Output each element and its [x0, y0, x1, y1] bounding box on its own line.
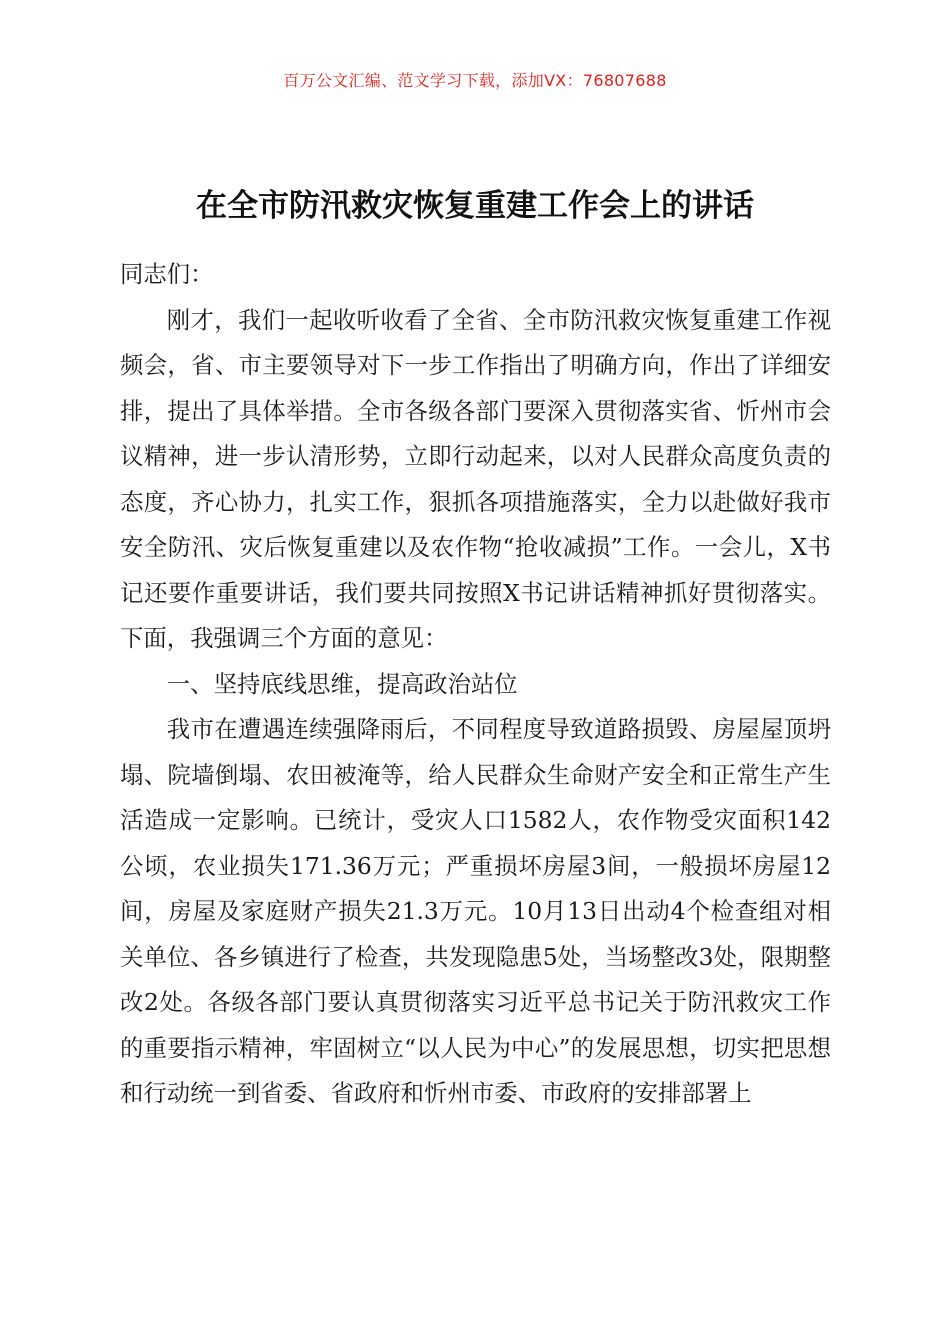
- paragraph-intro: 刚才，我们一起收听收看了全省、全市防汛救灾恢复重建工作视频会，省、市主要领导对下一步工作指出了明确方向，作出了详细安排，提出了具体举措。全市各级各部门要深入贯彻落实省、忻州市会议精神，进一步认清形势，立即行动起来，以对人民群众高度负责的态度，齐心协力，扎实工作，狠抓各项措施落实，全力以赴做好我市安全防汛、灾后恢复重建以及农作物“抢收减损”工作。一会儿，X书记还要作重要讲话，我们要共同按照X书记讲话精神抓好贯彻落实。下面，我强调三个方面的意见：: [120, 305, 831, 652]
- section-heading-1: 一、坚持底线思维，提高政治站位: [166, 669, 518, 698]
- header-watermark-note: 百万公文汇编、范文学习下载，添加VX：76807688: [283, 71, 667, 90]
- document-body: [120, 252, 831, 1117]
- paragraph-section-1: 我市在遭遇连续强降雨后，不同程度导致道路损毁、房屋屋顶坍塌、院墙倒塌、农田被淹等，给人民群众生命财产安全和正常生产生活造成一定影响。已统计，受灾人口1582人，农作物受灾面积142公顷，农业损失171.36万元；严重损坏房屋3间，一般损坏房屋12间，房屋及家庭财产损失21.3万元。10月13日出动4个检查组对相关单位、各乡镇进行了检查，共发现隐患5处，当场整改3处，限期整改2处。各级各部门要认真贯彻落实习近平总书记关于防汛救灾工作的重要指示精神，牢固树立“以人民为中心”的发展思想，切实把思想和行动统一到省委、省政府和忻州市委、市政府的安排部署上: [120, 715, 831, 1107]
- page-title: 在全市防汛救灾恢复重建工作会上的讲话: [196, 188, 754, 224]
- salutation: 同志们：: [120, 260, 214, 288]
